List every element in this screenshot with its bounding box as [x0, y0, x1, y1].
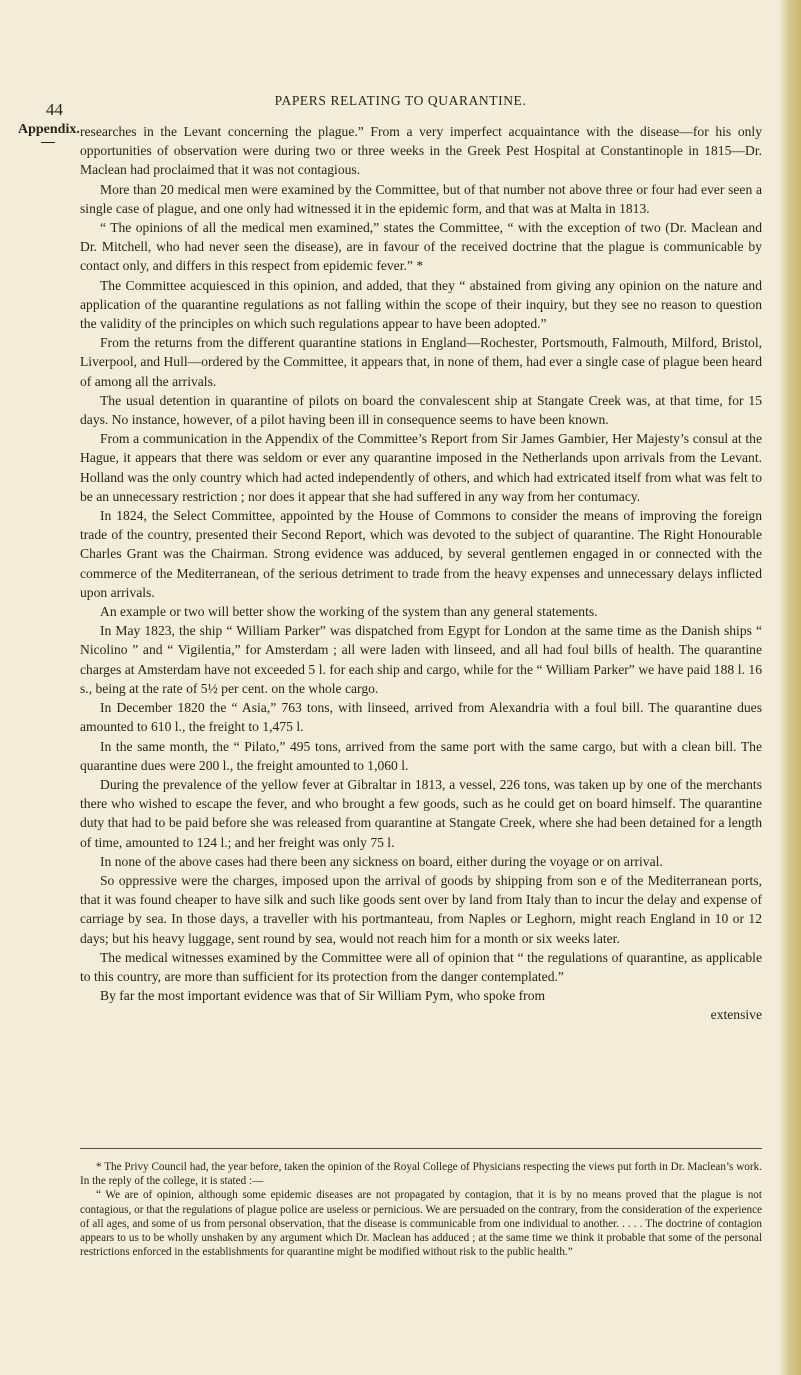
paragraph: In none of the above cases had there been any sickness on board, either during the voyage or on arrival.	[100, 853, 663, 869]
page-edge	[779, 0, 801, 1375]
paragraph: During the prevalence of the yellow fever at Gibraltar in 1813, a vessel, 226 tons, was taken up by one of the merchants there who wished to escape the fever, and who brought a few goods, such as he could get on board himself. The quarantine duty that had to be paid before she was released from quarantine at Stangate Creek, where she had been detained for a length of time, amounted to 124 l.; and her freight was only 75 l.	[80, 776, 762, 850]
paragraph: researches in the Levant concerning the plague.” From a very imperfect acquaintance with the disease—for his only opportunities of observation were during two or three weeks in the Greek Pest Hospital at Constantinople in 1815—Dr. Maclean had proclaimed that it was not contagious.	[80, 124, 762, 178]
footnote-paragraph: * The Privy Council had, the year before, taken the opinion of the Royal College of Physicians respecting the views put forth in Dr. Maclean’s work. In the reply of the college, it is stated :—	[80, 1161, 762, 1188]
paragraph: The Committee acquiesced in this opinion, and added, that they “ abstained from giving any opinion on the nature and application of the quarantine regulations as not falling within the scope of their inquiry, but they see no reason to question the validity of the principles on which such regulations appear to have been adopted.”	[80, 277, 762, 332]
paragraph: More than 20 medical men were examined by the Committee, but of that number not above three or four had ever seen a single case of plague, and one only had witnessed it in the epidemic form, and that was at Malta in 1813.	[80, 181, 762, 216]
footnote-paragraph: “ We are of opinion, although some epidemic diseases are not propagated by contagion, that it is by no means proved that the plague is not contagious, or that the regulations of plague police are useless or pernicious. We are persuaded on the contrary, from the consideration of the experience of all ages, and some of us from personal observation, that the disease is communicable from one individual to another. . . . . The doctrine of contagion appears to us to be wholly unshaken by any argument which Dr. Maclean has adduced ; at the same time we think it probable that some of the personal restrictions enforced in the establishments for quarantine might be modified without risk to the public health.”	[80, 1189, 762, 1259]
margin-dash	[41, 142, 55, 143]
page-number: 44	[46, 100, 63, 119]
paragraph: In 1824, the Select Committee, appointed by the House of Commons to consider the means of improving the foreign trade of the country, presented their Second Report, which was devoted to the subject of quarantine. The Right Honourable Charles Grant was the Chairman. Strong evidence was adduced, by several gentlemen engaged in or connected with the commerce of the Mediterranean, of the serious detriment to trade from the heavy expenses and unnecessary delays inflicted upon arrivals.	[80, 508, 762, 600]
paragraph: “ The opinions of all the medical men examined,” states the Committee, “ with the exception of two (Dr. Maclean and Dr. Mitchell, who had never seen the disease), are in favour of the received doctrine that the plague is communicable by contact only, and differs in this respect from epidemic fever.” *	[80, 220, 762, 274]
paragraph: In May 1823, the ship “ William Parker” was dispatched from Egypt for London at the same time as the Danish ships “ Nicolino ” and “ Vigilentia,” for Amsterdam ; all were laden with linseed, and all had foul bills of health. The quarantine charges at Amsterdam have not exceeded 5 l. for each ship and cargo, while for the “ William Parker” we have paid 188 l. 16 s., being at the rate of 5½ per cent. on the whole cargo.	[80, 623, 762, 696]
paragraph: The medical witnesses examined by the Committee were all of opinion that “ the regulations of quarantine, as applicable to this country, are more than sufficient for its protection from the danger contemplated.”	[80, 949, 762, 984]
paragraph: An example or two will better show the working of the system than any general statements.	[100, 604, 598, 620]
paragraph: From the returns from the different quarantine stations in England—Rochester, Portsmouth, Falmouth, Milford, Bristol, Liverpool, and Hull—ordered by the Committee, it appears that, in none of them, had ever a single case of plague been heard of among all the arrivals.	[80, 335, 762, 389]
footnote	[80, 1160, 762, 1259]
catchword: extensive	[710, 1007, 762, 1023]
paragraph: The usual detention in quarantine of pilots on board the convalescent ship at Stangate Creek was, at that time, for 15 days. No instance, however, of a pilot having been ill in consequence seems to have been known.	[80, 392, 762, 428]
footnote-rule	[80, 1148, 762, 1149]
paragraph: In December 1820 the “ Asia,” 763 tons, with linseed, arrived from Alexandria with a foul bill. The quarantine dues amounted to 610 l., the freight to 1,475 l.	[80, 700, 762, 735]
paragraph: In the same month, the “ Pilato,” 495 tons, arrived from the same port with the same cargo, but with a clean bill. The quarantine dues were 200 l., the freight amounted to 1,060 l.	[80, 738, 762, 773]
margin-note: Appendix.	[18, 122, 80, 137]
paragraph: By far the most important evidence was that of Sir William Pym, who spoke from	[100, 988, 546, 1004]
body-text	[80, 122, 762, 1025]
paragraph: So oppressive were the charges, imposed upon the arrival of goods by shipping from son e of the Mediterranean ports, that it was found cheaper to have silk and such like goods sent over by land from Italy than to incur the delay and expense of carriage by sea. In those days, a traveller with his portmanteau, from Naples or Leghorn, might reach England in 10 or 12 days; but his heavy luggage, sent round by sea, would not reach him for a month or six weeks later.	[80, 872, 762, 946]
running-title: PAPERS RELATING TO QUARANTINE.	[274, 93, 527, 108]
paragraph: From a communication in the Appendix of the Committee’s Report from Sir James Gambier, Her Majesty’s consul at the Hague, it appears that there was seldom or ever any quarantine imposed in the Netherlands upon arrivals from the Levant. Holland was the only country which had acted independently of others, and which had extricated itself from what was felt to be an unnecessary restriction ; nor does it appear that she had suffered in any way from her contumacy.	[80, 431, 762, 504]
